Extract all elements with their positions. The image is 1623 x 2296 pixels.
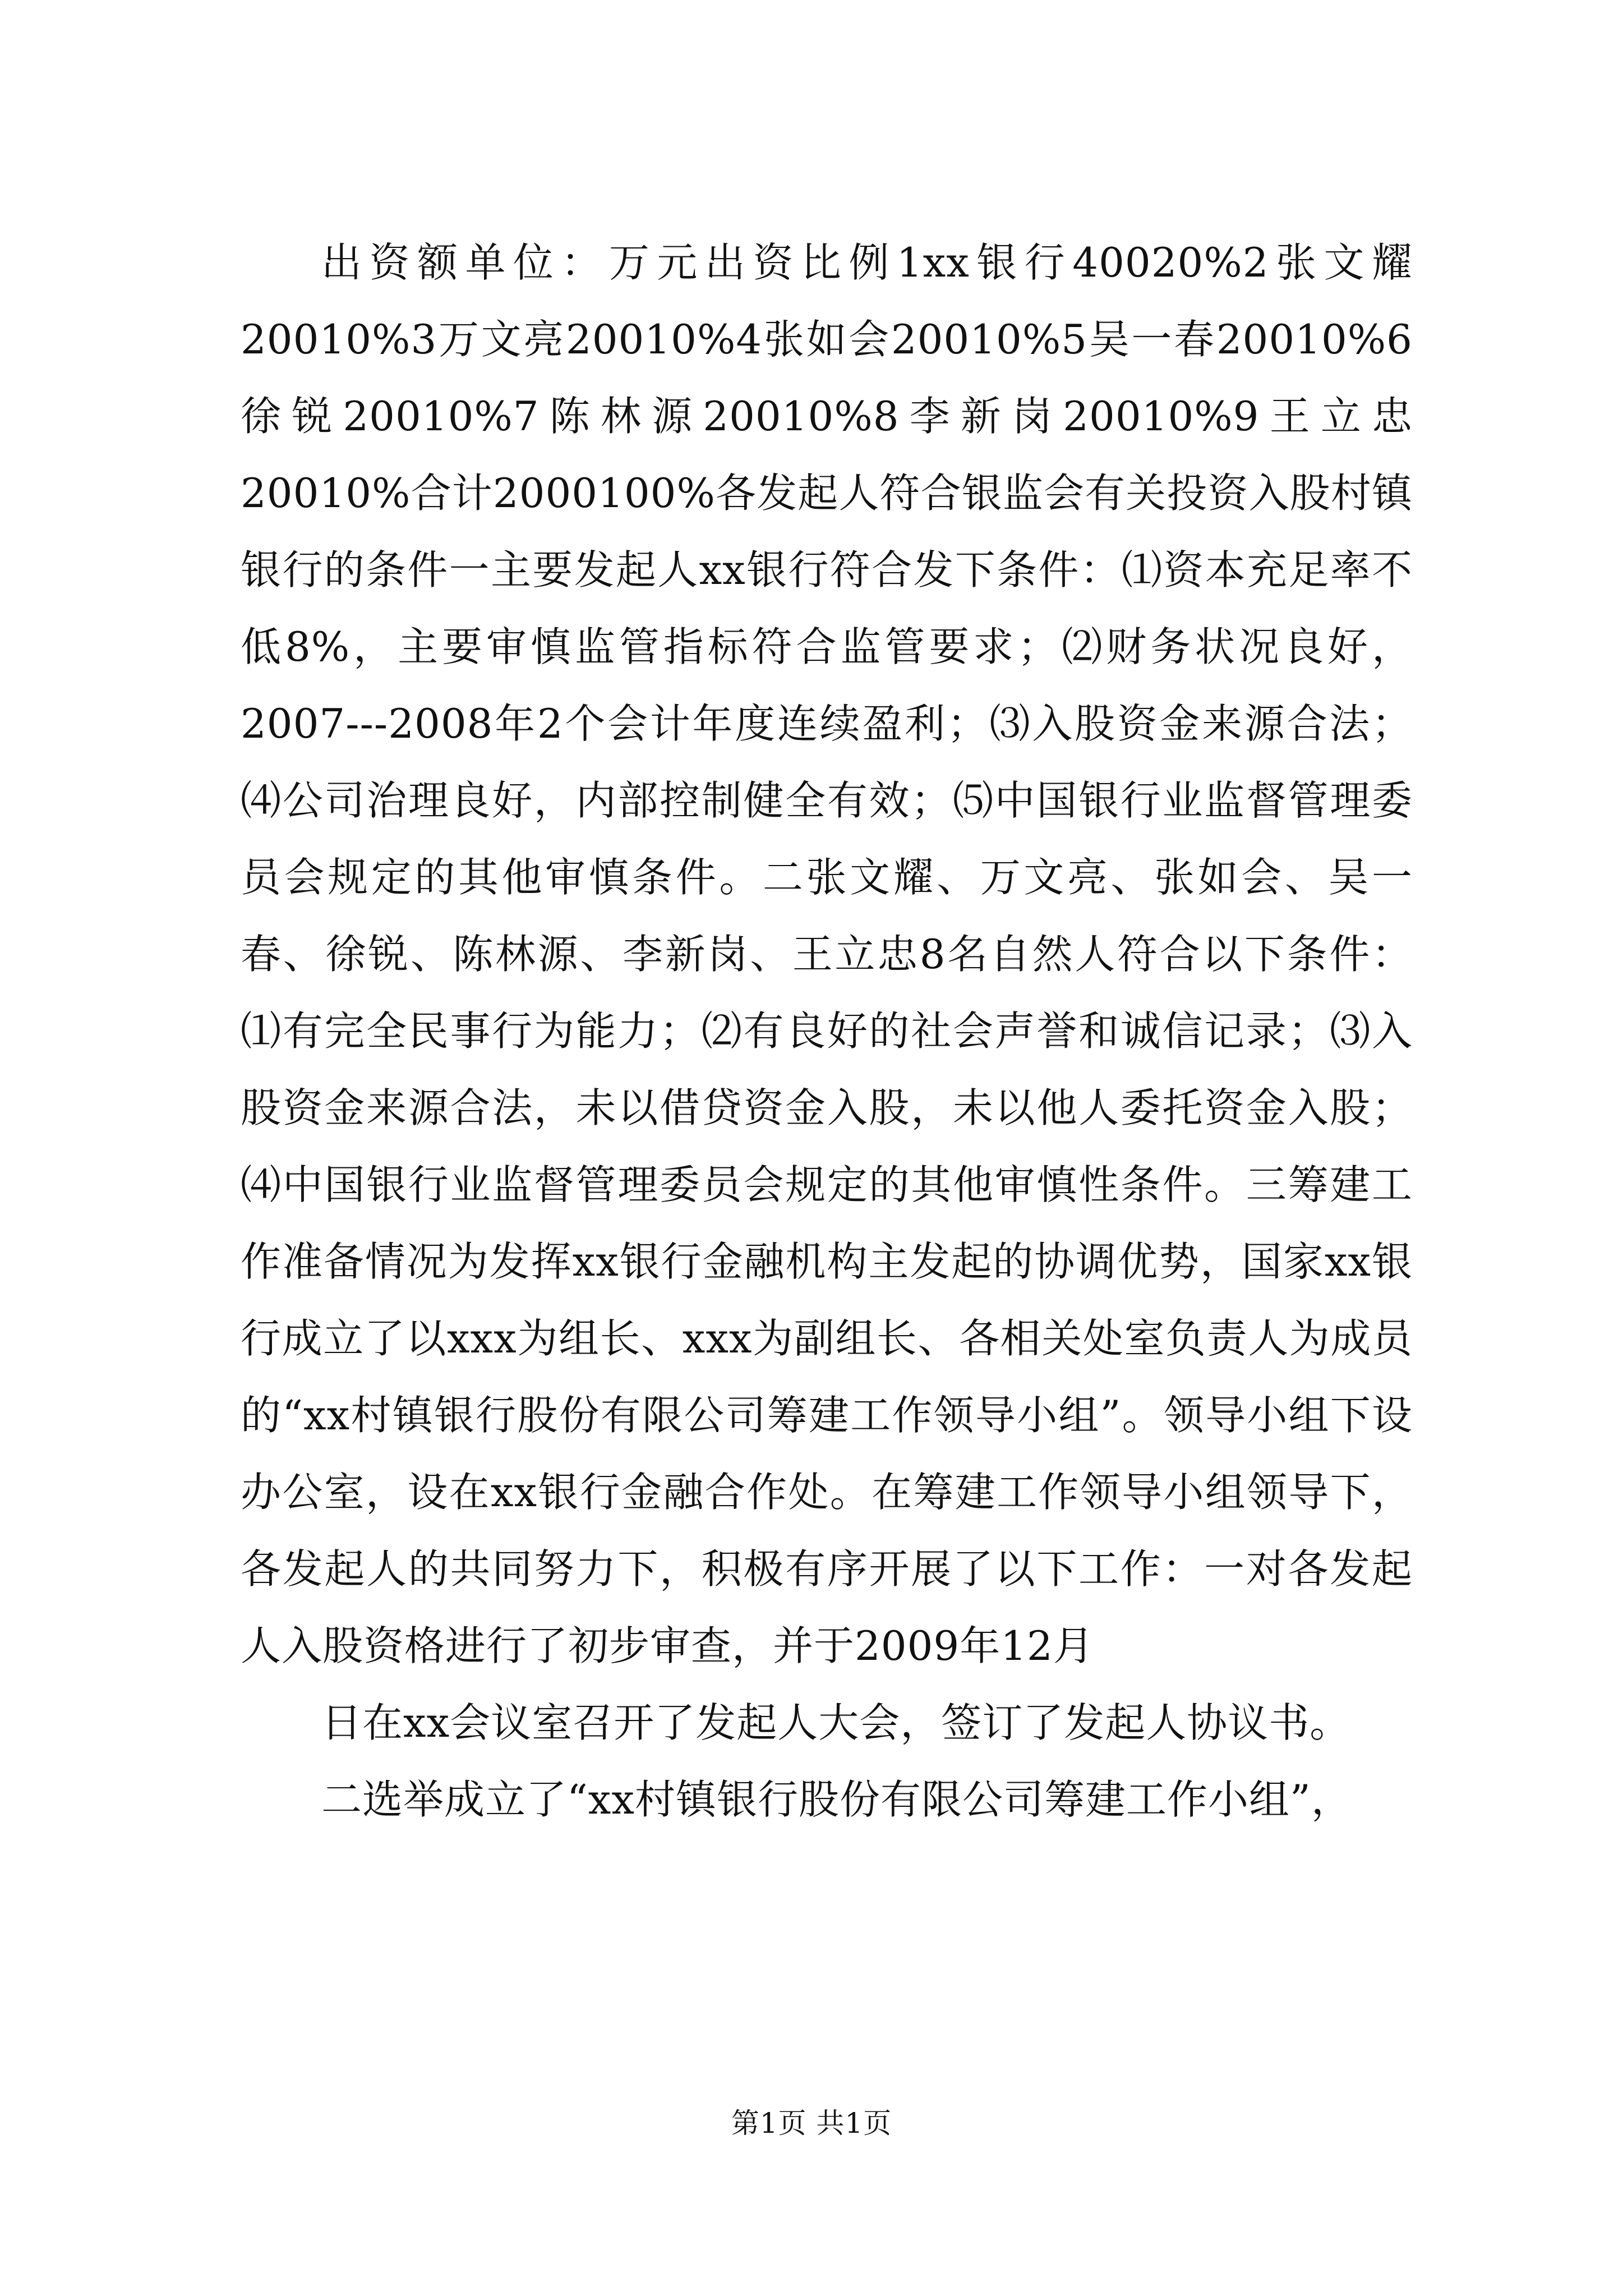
page-footer: 第1页 共1页 — [731, 2107, 892, 2139]
paragraph-shareholding: 出资额单位：万元出资比例1xx银行40020%2张文耀20010%3万文亮20010%4张如会20010%5吴一春20010%6徐锐20010%7陈林源20010%8李新岗20010%9王立忠20010%合计2000100%各发起人符合银监会有关投资入股村镇银行的条件一主要发起人xx银行符合发下条件：⑴资本充足率不低8%，主要审慎监管指标符合监管要求；⑵财务状况良好，2007---2008年2个会计年度连续盈利；⑶入股资金来源合法；⑷公司治理良好，内部控制健全有效；⑸中国银行业监督管理委员会规定的其他审慎条件。二张文耀、万文亮、张如会、吴一春、徐锐、陈林源、李新岗、王立忠8名自然人符合以下条件：⑴有完全民事行为能力；⑵有良好的社会声誉和诚信记录；⑶入股资金来源合法，未以借贷资金入股，未以他人委托资金入股；⑷中国银行业监督管理委员会规定的其他审慎性条件。三筹建工作准备情况为发挥xx银行金融机构主发起的协调优势，国家xx银行成立了以xxx为组长、xxx为副组长、各相关处室负责人为成员的“xx村镇银行股份有限公司筹建工作领导小组”。领导小组下设办公室，设在xx银行金融合作处。在筹建工作领导小组领导下，各发起人的共同努力下，积极有序开展了以下工作：一对各发起人入股资格进行了初步审查，并于2009年12月 — [241, 239, 1413, 1669]
paragraph-founders-meeting: 日在xx会议室召开了发起人大会，签订了发起人协议书。 — [321, 1699, 1351, 1746]
paragraph-working-group: 二选举成立了“xx村镇银行股份有限公司筹建工作小组”， — [321, 1776, 1352, 1823]
document-body — [241, 224, 1413, 1838]
